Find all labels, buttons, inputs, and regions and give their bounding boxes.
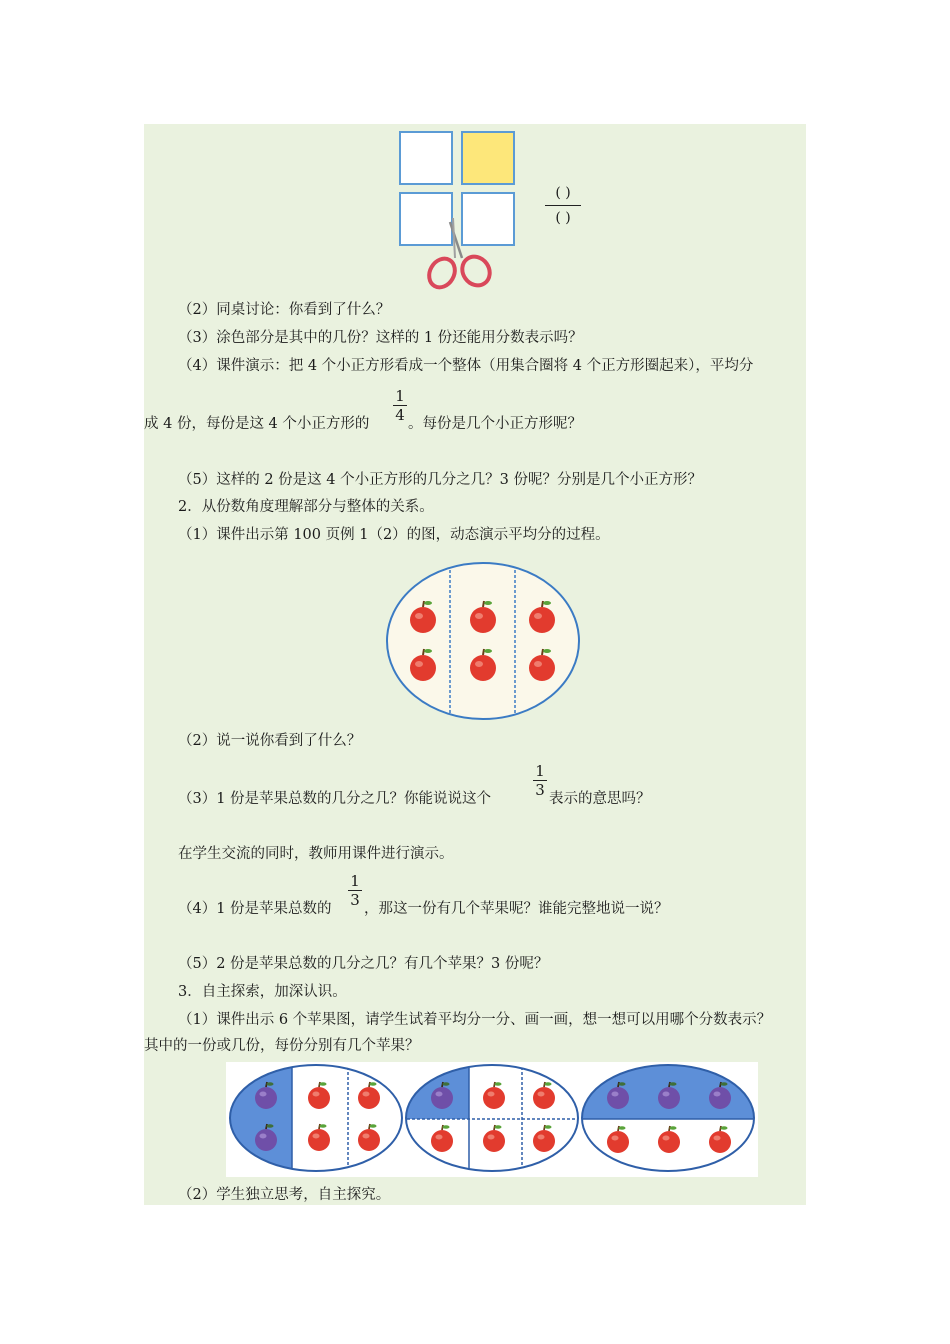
text-line: （1）课件出示第 100 页例 1（2）的图，动态演示平均分的过程。 [178, 527, 610, 543]
square-bottom-right [462, 193, 514, 245]
blank-denominator: ( ) [555, 210, 571, 226]
text-line: （2）说一说你看到了什么？ [178, 733, 362, 749]
blank-fraction [543, 185, 583, 226]
four-squares-figure [398, 130, 518, 295]
text-line: ，那这一份有几个苹果呢？谁能完整地说一说？ [364, 901, 669, 917]
text-line: 。每份是几个小正方形呢？ [408, 416, 582, 432]
text-line: （2）学生独立思考，自主探究。 [178, 1187, 391, 1203]
apples-oval-figure [385, 560, 585, 725]
fraction-one-third [348, 873, 362, 908]
fraction-one-third [533, 763, 547, 798]
text-line: （3）1 份是苹果总数的几分之几？你能说说这个 [178, 791, 492, 807]
square-top-right-shaded [462, 132, 514, 184]
fraction-denominator: 3 [535, 781, 545, 799]
fraction-numerator: 1 [535, 762, 545, 780]
text-line: （5）2 份是苹果总数的几分之几？有几个苹果？3 份呢？ [178, 956, 549, 972]
text-line: 2．从份数角度理解部分与整体的关系。 [178, 499, 434, 515]
fraction-one-quarter [393, 388, 407, 423]
text-line: 在学生交流的同时，教师用课件进行演示。 [178, 846, 454, 862]
blank-numerator: ( ) [555, 185, 571, 201]
text-line: （4）课件演示：把 4 个小正方形看成一个整体（用集合圈将 4 个正方形圈起来），平均分 [178, 358, 754, 374]
text-line: （3）涂色部分是其中的几份？这样的 1 份还能用分数表示吗？ [178, 330, 583, 346]
square-top-left [400, 132, 452, 184]
text-line: 其中的一份或几份，每份分别有几个苹果？ [144, 1038, 420, 1054]
text-line: （5）这样的 2 份是这 4 个小正方形的几分之几？3 份呢？分别是几个小正方形？ [178, 472, 702, 488]
text-line: 表示的意思吗？ [549, 791, 651, 807]
square-bottom-left [400, 193, 452, 245]
three-division-figure [226, 1062, 758, 1177]
text-line: 3．自主探索，加深认识。 [178, 984, 347, 1000]
text-line: （4）1 份是苹果总数的 [178, 901, 332, 917]
fraction-denominator: 3 [350, 891, 360, 909]
fraction-numerator: 1 [395, 387, 405, 405]
fraction-numerator: 1 [350, 872, 360, 890]
text-line: （2）同桌讨论：你看到了什么？ [178, 302, 391, 318]
text-line: 成 4 份，每份是这 4 个小正方形的 [144, 416, 370, 432]
fraction-denominator: 4 [395, 406, 405, 424]
text-line: （1）课件出示 6 个苹果图，请学生试着平均分一分、画一画，想一想可以用哪个分数表示？ [178, 1012, 772, 1028]
